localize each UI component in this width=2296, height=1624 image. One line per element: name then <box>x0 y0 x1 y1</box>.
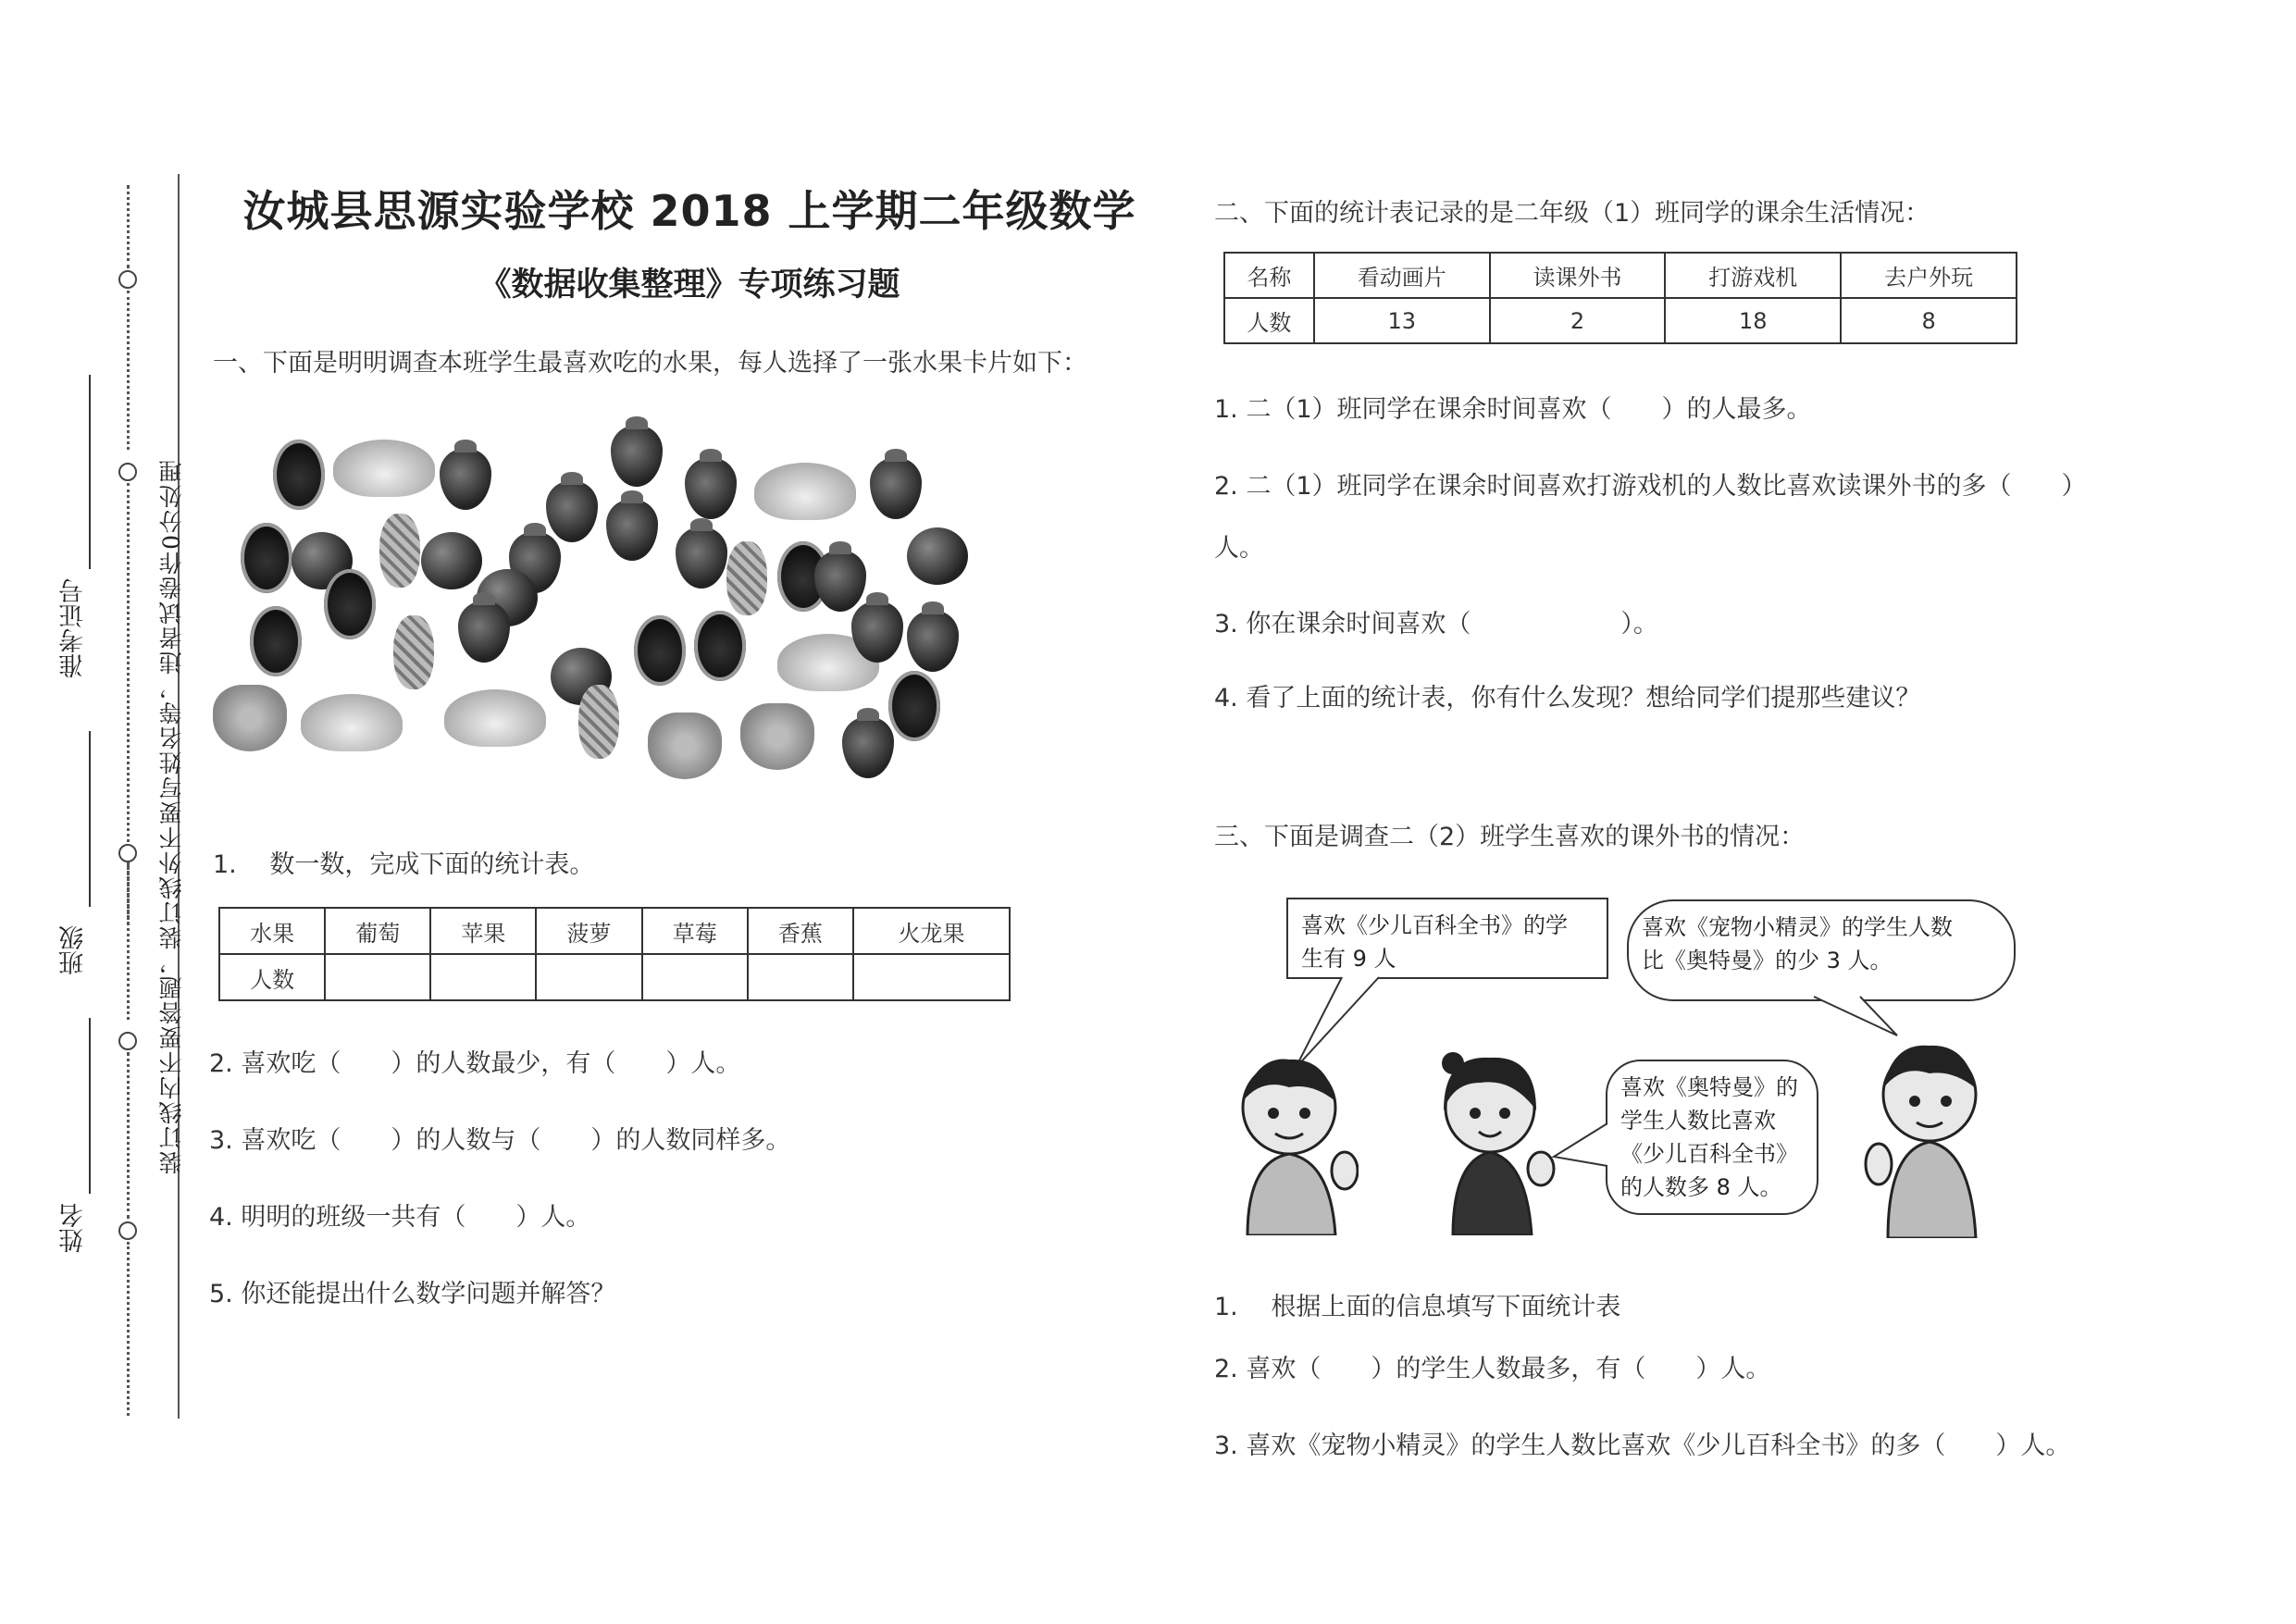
dragon-fruit-icon <box>694 611 746 681</box>
bubble-text: 喜欢《奥特曼》的 <box>1620 1074 1798 1100</box>
banana-icon <box>333 440 435 497</box>
table-cell: 苹果 <box>430 908 536 954</box>
bubble-text: 《少儿百科全书》 <box>1620 1141 1798 1167</box>
boy-icon <box>1855 1035 1994 1238</box>
pineapple-icon <box>578 685 619 759</box>
fruit-table <box>218 907 1011 1001</box>
strawberry-icon <box>546 481 598 542</box>
s2-q1: 1. 二（1）班同学在课余时间喜欢（ ）的人最多。 <box>1214 395 1812 424</box>
s1-q4: 4. 明明的班级一共有（ ）人。 <box>209 1203 591 1232</box>
dragon-fruit-icon <box>250 606 302 676</box>
s2-q2-cont: 人。 <box>1214 534 1264 563</box>
table-cell: 8 <box>1841 298 2017 343</box>
section2-heading: 二、下面的统计表记录的是二年级（1）班同学的课余生活情况： <box>1214 199 1930 228</box>
strawberry-icon <box>458 601 510 663</box>
bubble-text: 喜欢《少儿百科全书》的学 <box>1301 912 1568 938</box>
strawberry-icon <box>685 458 737 519</box>
answer-cell[interactable] <box>748 954 853 1000</box>
answer-cell[interactable] <box>536 954 641 1000</box>
table-cell: 葡萄 <box>325 908 430 954</box>
table-cell: 名称 <box>1224 253 1314 298</box>
answer-cell[interactable] <box>853 954 1010 1000</box>
boy-icon <box>1220 1050 1359 1235</box>
s1-q1: 1. 数一数，完成下面的统计表。 <box>213 850 595 879</box>
table-cell: 看动画片 <box>1314 253 1490 298</box>
banana-icon <box>444 689 546 747</box>
answer-cell[interactable] <box>642 954 748 1000</box>
table-cell: 打游戏机 <box>1665 253 1841 298</box>
s3-q2: 2. 喜欢（ ）的学生人数最多，有（ ）人。 <box>1214 1355 1771 1383</box>
strawberry-icon <box>611 426 663 487</box>
bubble-text: 喜欢《宠物小精灵》的学生人数 <box>1642 914 1953 940</box>
class-line <box>89 731 91 907</box>
name-line <box>89 1018 91 1194</box>
strawberry-icon <box>676 527 727 589</box>
banana-icon <box>754 463 856 520</box>
speech-bubble <box>1606 1060 1818 1215</box>
table-cell: 人数 <box>1224 298 1314 343</box>
s2-q3: 3. 你在课余时间喜欢（ ）。 <box>1214 610 1658 638</box>
table-cell: 火龙果 <box>853 908 1010 954</box>
page-subtitle: 《数据收集整理》专项练习题 <box>478 266 900 304</box>
class-label: 班级 <box>59 925 88 975</box>
s2-q2: 2. 二（1）班同学在课余时间喜欢打游戏机的人数比喜欢读课外书的多（ ） <box>1214 472 2087 501</box>
page-title: 汝城县思源实验学校 2018 上学期二年级数学 <box>242 186 1136 236</box>
table-cell: 13 <box>1314 298 1490 343</box>
answer-cell[interactable] <box>430 954 536 1000</box>
activity-table <box>1223 252 2017 344</box>
table-cell: 草莓 <box>642 908 748 954</box>
table-cell: 2 <box>1490 298 1666 343</box>
pineapple-icon <box>726 541 767 615</box>
s3-q1: 1. 根据上面的信息填写下面统计表 <box>1214 1293 1621 1321</box>
binding-hole-icon <box>118 1221 137 1240</box>
s3-q3: 3. 喜欢《宠物小精灵》的学生人数比喜欢《少儿百科全书》的多（ ）人。 <box>1214 1432 2071 1460</box>
binding-dotted-line <box>115 185 143 1416</box>
banana-icon <box>301 694 403 751</box>
bubble-text: 生有 9 人 <box>1301 946 1396 972</box>
table-cell: 香蕉 <box>748 908 853 954</box>
exam-id-line <box>89 375 91 569</box>
dragon-fruit-icon <box>273 440 325 510</box>
exam-id-label: 准考证号 <box>59 578 88 678</box>
dragon-fruit-icon <box>888 671 940 741</box>
grape-icon <box>740 703 814 770</box>
apple-icon <box>907 527 968 585</box>
section3-heading: 三、下面是调查二（2）班学生喜欢的课外书的情况： <box>1214 823 1806 851</box>
pineapple-icon <box>393 615 434 689</box>
s2-q4: 4. 看了上面的统计表，你有什么发现？想给同学们提那些建议？ <box>1214 684 1921 713</box>
binding-hole-icon <box>118 844 137 862</box>
binding-hole-icon <box>118 270 137 289</box>
table-cell: 水果 <box>219 908 325 954</box>
binding-hole-icon <box>118 463 137 481</box>
apple-icon <box>421 532 482 589</box>
table-cell: 去户外玩 <box>1841 253 2017 298</box>
fruit-cards-image <box>213 421 1027 791</box>
section1-heading: 一、下面是明明调查本班学生最喜欢吃的水果，每人选择了一张水果卡片如下： <box>213 349 1087 378</box>
dragon-fruit-icon <box>324 569 376 639</box>
table-cell: 菠萝 <box>536 908 641 954</box>
dragon-fruit-icon <box>241 523 292 593</box>
dragon-fruit-icon <box>634 615 686 686</box>
bubble-text: 学生人数比喜欢 <box>1620 1108 1776 1134</box>
strawberry-icon <box>440 449 491 510</box>
bubble-text: 的人数多 8 人。 <box>1620 1174 1782 1200</box>
name-label: 姓名 <box>59 1203 88 1253</box>
table-cell: 读课外书 <box>1490 253 1666 298</box>
bubble-text: 比《奥特曼》的少 3 人。 <box>1642 948 1893 973</box>
binding-hole-icon <box>118 1032 137 1050</box>
s1-q3: 3. 喜欢吃（ ）的人数与（ ）的人数同样多。 <box>209 1126 791 1155</box>
grape-icon <box>213 685 287 751</box>
pineapple-icon <box>379 514 420 588</box>
binding-notice: 装订线内不要答题，装订线外不要写姓名等，违者试卷作0分处理 <box>158 458 185 1174</box>
speech-bubble <box>1286 898 1608 979</box>
girl-icon <box>1425 1050 1564 1235</box>
table-cell: 人数 <box>219 954 325 1000</box>
strawberry-icon <box>907 611 959 672</box>
speech-bubble <box>1627 899 2016 1001</box>
strawberry-icon <box>814 551 866 612</box>
s1-q5: 5. 你还能提出什么数学问题并解答？ <box>209 1280 616 1308</box>
strawberry-icon <box>606 500 658 561</box>
strawberry-icon <box>842 717 894 778</box>
strawberry-icon <box>870 458 922 519</box>
table-cell: 18 <box>1665 298 1841 343</box>
s1-q2: 2. 喜欢吃（ ）的人数最少，有（ ）人。 <box>209 1049 741 1078</box>
answer-cell[interactable] <box>325 954 430 1000</box>
grape-icon <box>648 713 722 779</box>
